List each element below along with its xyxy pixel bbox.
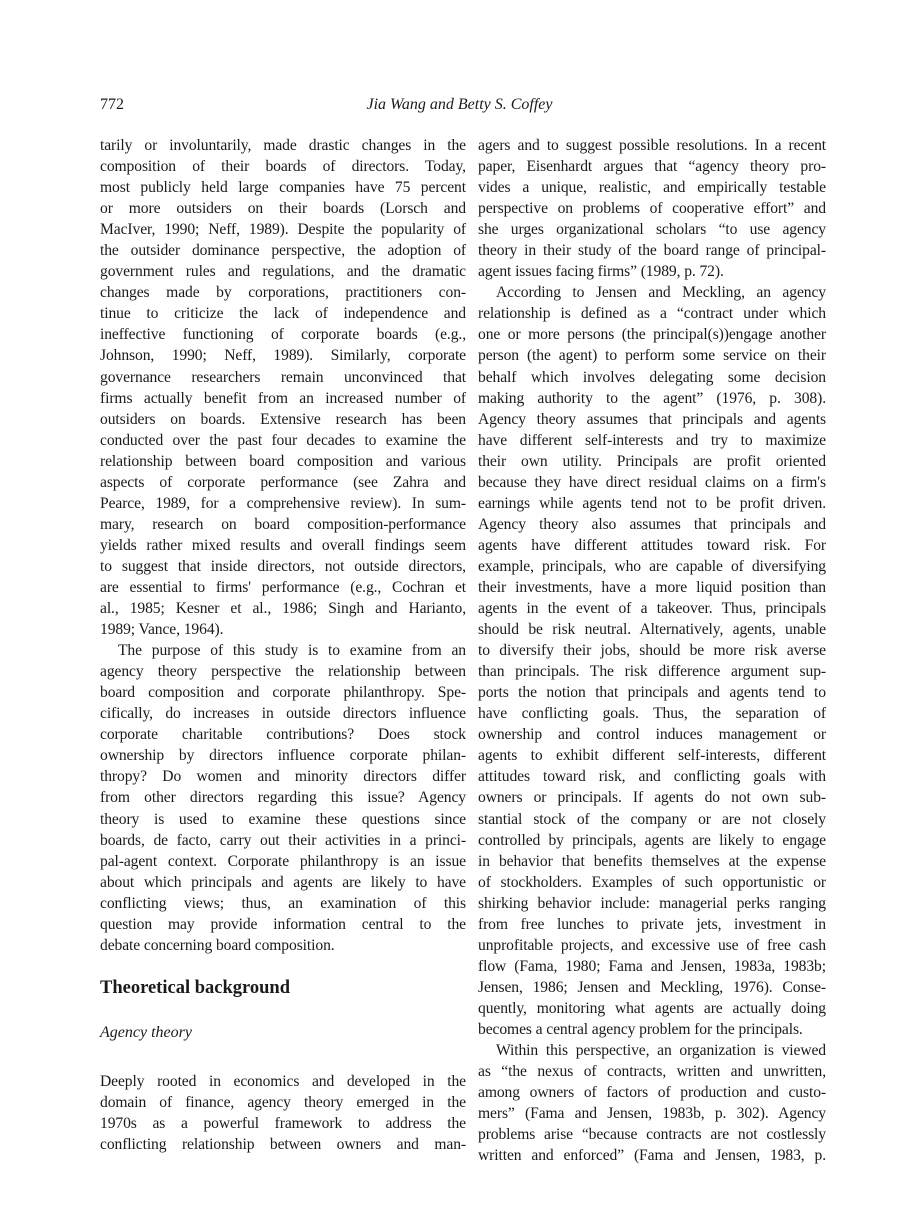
text-line: theory is used to examine these questions since xyxy=(100,810,466,828)
text-line: The purpose of this study is to examine from an xyxy=(118,642,466,660)
text-line: flow (Fama, 1980; Fama and Jensen, 1983a, 1983b; xyxy=(478,957,826,975)
text-line: vides a unique, realistic, and empirically testable xyxy=(478,179,826,197)
text-line: to suggest that inside directors, not outside directors, xyxy=(100,557,466,575)
text-line: from other directors regarding this issue? Agency xyxy=(100,789,466,807)
text-line: changes made by corporations, practitioners con- xyxy=(100,284,466,302)
text-line: ownership by directors influence corporate philan- xyxy=(100,747,466,765)
text-line: cifically, do increases in outside directors influence xyxy=(100,705,466,723)
text-line: conducted over the past four decades to examine the xyxy=(100,431,466,449)
text-line: composition of their boards of directors. Today, xyxy=(100,158,466,176)
page-number: 772 xyxy=(100,96,124,113)
text-line: problems arise “because contracts are not costlessly xyxy=(478,1126,826,1144)
text-line: paper, Eisenhardt argues that “agency theory pro- xyxy=(478,158,826,176)
text-line: ownership and control induces management or xyxy=(478,726,826,744)
text-line: of stockholders. Examples of such opportunistic or xyxy=(478,873,826,891)
text-line: in behavior that benefits themselves at the expense xyxy=(478,852,826,870)
text-line: ports the notion that principals and agents tend to xyxy=(478,684,826,702)
text-line: controlled by principals, agents are likely to engage xyxy=(478,831,826,849)
text-line: one or more persons (the principal(s))engage another xyxy=(478,326,826,344)
text-line: about which principals and agents are likely to have xyxy=(100,873,466,891)
text-line: becomes a central agency problem for the principals. xyxy=(478,1020,803,1038)
text-line: debate concerning board composition. xyxy=(100,936,335,954)
text-line: mary, research on board composition-performance xyxy=(100,515,466,533)
text-line: agency theory perspective the relationship between xyxy=(100,663,466,681)
text-line: from free lunches to private jets, investment in xyxy=(478,915,826,933)
text-line: to diversify their jobs, should be more risk averse xyxy=(478,642,826,660)
text-line: unprofitable projects, and excessive use of free cash xyxy=(478,936,826,954)
text-line: behalf which involves delegating some decision xyxy=(478,368,826,386)
text-line: conflicting views; thus, an examination of this xyxy=(100,894,466,912)
text-line: tarily or involuntarily, made drastic changes in the xyxy=(100,137,466,154)
text-line: Agency theory assumes that principals and agents xyxy=(478,410,826,428)
left-column xyxy=(100,135,466,956)
text-line: earnings while agents tend not to be profit driven. xyxy=(478,494,826,512)
text-line: According to Jensen and Meckling, an agency xyxy=(496,284,826,302)
text-line: as “the nexus of contracts, written and unwritten, xyxy=(478,1063,826,1081)
text-line: question may provide information central to the xyxy=(100,915,466,933)
text-line: agents to exhibit different self-interests, different xyxy=(478,747,826,765)
text-line: outsiders on boards. Extensive research has been xyxy=(100,410,466,428)
text-line: ineffective functioning of corporate boards (e.g., xyxy=(100,326,466,344)
text-line: are essential to firms' performance (e.g., Cochran et xyxy=(100,578,466,596)
text-line: yields rather mixed results and overall findings seem xyxy=(100,536,466,554)
text-line: stantial stock of the company or are not closely xyxy=(478,810,826,828)
text-line: agents have different attitudes toward risk. For xyxy=(478,536,826,554)
text-line: conflicting relationship between owners and man- xyxy=(100,1136,466,1154)
text-line: have conflicting goals. Thus, the separation of xyxy=(478,705,826,723)
text-line: because they have direct residual claims on a firm's xyxy=(478,473,826,491)
text-line: Agency theory also assumes that principals and xyxy=(478,515,826,533)
text-line: relationship between board composition and various xyxy=(100,452,466,470)
text-line: have different self-interests and try to maximize xyxy=(478,431,826,449)
text-line: MacIver, 1990; Neff, 1989). Despite the popularity of xyxy=(100,221,466,239)
text-line: Pearce, 1989, for a comprehensive review). In sum- xyxy=(100,494,466,512)
text-line: Within this perspective, an organization is viewed xyxy=(496,1042,826,1060)
text-line: theory in their study of the board range of principal- xyxy=(478,242,826,260)
running-head: Jia Wang and Betty S. Coffey xyxy=(366,96,553,113)
text-line: Deeply rooted in economics and developed in the xyxy=(100,1073,466,1090)
text-line: relationship is defined as a “contract under which xyxy=(478,305,826,323)
text-line: shirking behavior include: managerial perks ranging xyxy=(478,894,826,912)
text-line: boards, de facto, carry out their activities in a princi- xyxy=(100,831,466,849)
text-line: agers and to suggest possible resolutions. In a recent xyxy=(478,137,826,154)
text-line: the outsider dominance perspective, the adoption of xyxy=(100,242,466,260)
left-column-continued xyxy=(100,1071,466,1155)
text-line: mers” (Fama and Jensen, 1983b, p. 302). Agency xyxy=(478,1105,826,1123)
text-line: aspects of corporate performance (see Zahra and xyxy=(100,473,466,491)
text-line: perspective on problems of cooperative effort” and xyxy=(478,200,826,218)
text-line: most publicly held large companies have 75 percent xyxy=(100,179,466,197)
text-line: thropy? Do women and minority directors differ xyxy=(100,768,466,786)
text-line: corporate charitable contributions? Does stock xyxy=(100,726,466,744)
text-line: Jensen, 1986; Jensen and Meckling, 1976). Conse- xyxy=(478,978,826,996)
text-line: person (the agent) to perform some service on their xyxy=(478,347,826,365)
text-line: al., 1985; Kesner et al., 1986; Singh and Harianto, xyxy=(100,600,466,618)
text-line: she urges organizational scholars “to use agency xyxy=(478,221,826,239)
text-line: domain of finance, agency theory emerged in the xyxy=(100,1094,466,1112)
text-line: pal-agent context. Corporate philanthropy is an issue xyxy=(100,852,466,870)
text-line: attitudes toward risk, and conflicting goals with xyxy=(478,768,826,786)
text-line: agent issues facing firms” (1989, p. 72). xyxy=(478,263,724,281)
text-line: tinue to criticize the lack of independence and xyxy=(100,305,466,323)
text-line: written and enforced” (Fama and Jensen, 1983, p. xyxy=(478,1147,826,1165)
right-column xyxy=(478,135,826,1166)
text-line: should be risk neutral. Alternatively, agents, unable xyxy=(478,621,826,639)
text-line: board composition and corporate philanthropy. Spe- xyxy=(100,684,466,702)
text-line: among owners of factors of production and custo- xyxy=(478,1084,826,1102)
section-heading: Theoretical background xyxy=(100,978,290,998)
text-line: agents in the event of a takeover. Thus, principals xyxy=(478,600,826,618)
text-line: example, principals, who are capable of diversifying xyxy=(478,557,826,575)
text-line: than principals. The risk difference argument sup- xyxy=(478,663,826,681)
subsection-heading: Agency theory xyxy=(100,1024,192,1041)
text-line: owners or principals. If agents do not own sub- xyxy=(478,789,826,807)
text-line: firms actually benefit from an increased number of xyxy=(100,389,466,407)
text-line: their investments, have a more liquid position than xyxy=(478,578,826,596)
text-line: Johnson, 1990; Neff, 1989). Similarly, corporate xyxy=(100,347,466,365)
text-line: quently, monitoring what agents are actually doing xyxy=(478,999,826,1017)
text-line: governance researchers remain unconvinced that xyxy=(100,368,466,386)
text-line: making authority to the agent” (1976, p. 308). xyxy=(478,389,826,407)
text-line: 1989; Vance, 1964). xyxy=(100,621,224,639)
text-line: or more outsiders on their boards (Lorsch and xyxy=(100,200,466,218)
text-line: 1970s as a powerful framework to address the xyxy=(100,1115,466,1133)
text-line: their own utility. Principals are profit oriented xyxy=(478,452,826,470)
text-line: government rules and regulations, and the dramatic xyxy=(100,263,466,281)
